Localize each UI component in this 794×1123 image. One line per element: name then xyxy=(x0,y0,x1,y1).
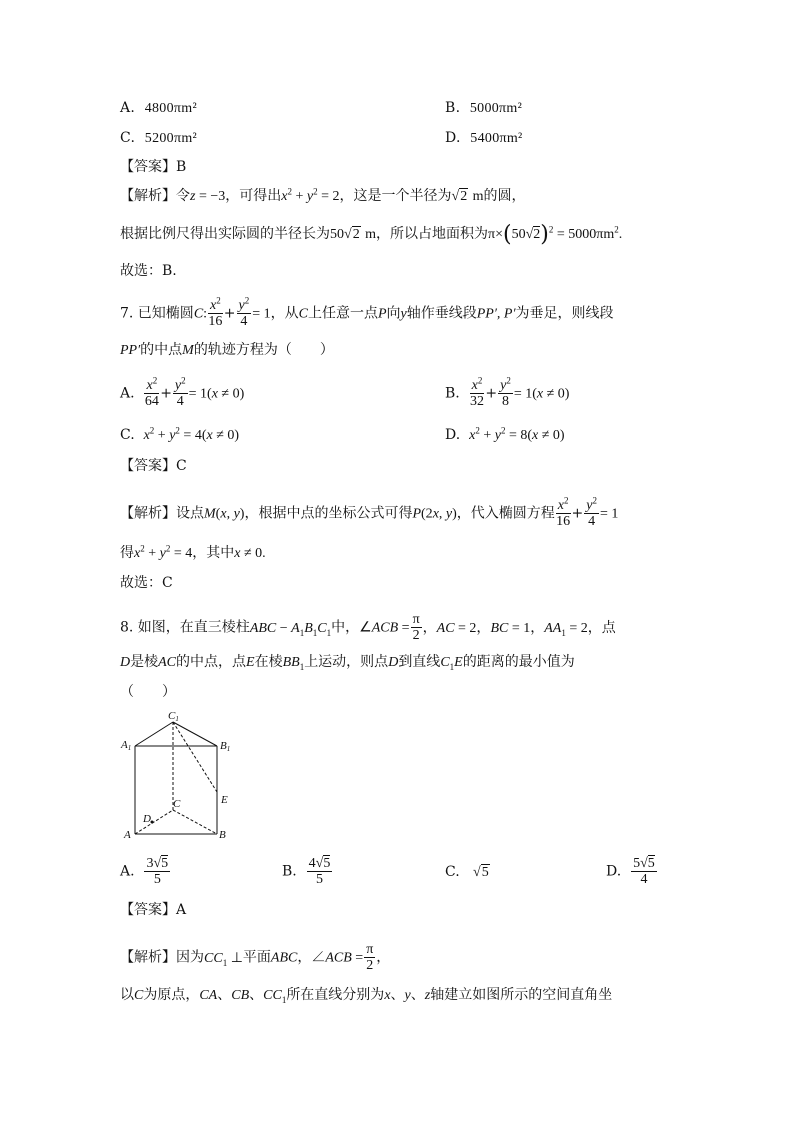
math-E: E xyxy=(246,655,255,670)
q7-option-d xyxy=(445,425,565,446)
text: 上运动，则点 xyxy=(304,654,389,670)
q8-analysis-line2 xyxy=(120,985,612,1006)
colon: : xyxy=(203,306,208,322)
option-label: C. xyxy=(120,427,135,443)
edge-a1-c1 xyxy=(135,722,173,746)
text: 为垂足，则线段 xyxy=(515,305,614,322)
label-a: A xyxy=(124,829,131,841)
q6-option-b xyxy=(445,98,522,119)
q7-option-a: A. $\frac{x^2}{64}$ + $\frac{y^2}{4}$ = 1(x ≠ 0) xyxy=(120,375,245,409)
text: ，所以占地面积为 xyxy=(376,226,489,242)
frac-pi-2: $\frac{\pi}{2}$ xyxy=(412,612,420,643)
frac: $\frac{y^2}{4}$ xyxy=(174,375,186,409)
eq-1: = 1 xyxy=(599,506,619,522)
math-prism: ABC − $A_1B_1C_1$ xyxy=(249,620,332,638)
math-D: D xyxy=(120,655,131,670)
option-label: A. xyxy=(120,100,136,116)
q8-option-b xyxy=(282,856,333,887)
text: 因为 xyxy=(176,949,204,966)
q7-analysis-line2 xyxy=(120,543,266,564)
text: 向 xyxy=(386,305,401,322)
text: 平面 xyxy=(242,949,271,966)
math-sqrt2: √2 xyxy=(451,189,468,204)
analysis-tag: 【解析】 xyxy=(120,188,176,204)
label-d: D xyxy=(143,813,151,825)
text: 到直线 xyxy=(398,654,441,670)
option-label: D. xyxy=(445,427,461,443)
math-y: y xyxy=(400,306,407,322)
option-label: D. xyxy=(606,863,622,880)
math-P: P xyxy=(377,306,387,322)
option-label: A. xyxy=(120,863,135,880)
q7-option-c xyxy=(120,425,239,446)
q6-option-a xyxy=(120,98,197,119)
segment-c1-e xyxy=(173,722,217,792)
text: 得 xyxy=(120,545,134,561)
frac-pi-2: $\frac{\pi}{2}$ xyxy=(366,942,374,973)
text: 8. 如图，在直三棱柱 xyxy=(120,619,250,636)
text: ，可得出 xyxy=(225,188,282,204)
text: ，从 xyxy=(270,305,299,322)
math-cond: $x^2 + y^2 = 4(x \ne 0)$ xyxy=(143,425,240,443)
label-c: C xyxy=(173,798,181,810)
frac-y2-4: $\frac{y^2}{4}$ xyxy=(238,295,250,329)
frac: $\frac{x^2}{16}$ xyxy=(556,495,571,529)
math-P: P(2x, y) xyxy=(412,506,457,522)
frac: $\frac{x^2}{32}$ xyxy=(470,375,485,409)
option-value: 5000πm² xyxy=(469,101,523,116)
q8-option-c xyxy=(445,862,490,883)
q6-analysis-line1 xyxy=(120,186,526,207)
text: 是棱 xyxy=(130,654,159,670)
option-label: D. xyxy=(445,130,461,146)
math-axes: x、y、z xyxy=(384,988,431,1003)
text: 7. 已知椭圆 xyxy=(120,305,194,322)
text: 的轨迹方程为（ ） xyxy=(193,342,334,358)
math-z: z = −3 xyxy=(190,189,226,204)
math-M: M(x, y) xyxy=(204,506,245,522)
text: 的圆， xyxy=(483,188,526,204)
text: 轴建立如图所示的空间直角坐 xyxy=(430,987,613,1003)
math-cond: = 1(x ≠ 0) xyxy=(513,386,570,402)
edge-c1-b1 xyxy=(173,722,217,746)
label-b: B xyxy=(219,829,226,841)
math-M: M xyxy=(182,343,194,358)
q6-analysis-line2 xyxy=(120,224,622,245)
frac: $\frac{y^2}{8}$ xyxy=(500,375,511,409)
math-D: D xyxy=(388,655,399,670)
option-label: B. xyxy=(445,100,461,116)
text: 上任意一点 xyxy=(307,305,378,322)
eq-1: = 1 xyxy=(252,306,271,322)
q7-option-b: B. $\frac{x^2}{32}$ + $\frac{y^2}{8}$ = 1(x ≠ 0) xyxy=(445,375,570,409)
frac-x2-16: $\frac{x^2}{16}$ xyxy=(208,295,223,329)
prism-figure xyxy=(118,706,248,844)
math-PP: PP′, P′ xyxy=(476,306,516,322)
option-value: 5200πm² xyxy=(144,131,198,146)
frac-5sqrt5-4: $\frac{5√5}{4}$ xyxy=(633,856,655,887)
math-lengths: ，AC = 2，BC = 1，$AA_1 = 2$，点 xyxy=(422,620,616,638)
frac: $\frac{x^2}{64}$ xyxy=(144,375,159,409)
frac: $\frac{y^2}{4}$ xyxy=(586,495,597,529)
text: 为原点， xyxy=(143,987,200,1003)
math-PP: PP′ xyxy=(120,343,141,358)
q6-answer: 【答案】B xyxy=(120,159,187,175)
q8-stem-line3: （ ） xyxy=(120,684,176,700)
q8-answer: 【答案】A xyxy=(120,902,187,918)
q8-stem-line2 xyxy=(120,652,575,673)
math-cond: $x^2 + y^2 = 8(x \ne 0)$ xyxy=(469,425,565,443)
math-radius: 50√2 xyxy=(330,227,360,242)
text: 的距离的最小值为 xyxy=(462,654,575,670)
text: 在棱 xyxy=(254,654,283,670)
math-circle: $x^2 + y^2 = 2$ xyxy=(281,186,340,204)
option-value: 5400πm² xyxy=(470,131,523,146)
option-label: B. xyxy=(282,863,297,880)
frac-3sqrt5-5: $\frac{3√5}{5}$ xyxy=(146,856,169,887)
math-angle: ∠ACB = xyxy=(359,620,410,636)
unit-m: m xyxy=(472,189,484,204)
math-C: C xyxy=(193,306,204,322)
math-cond: = 1(x ≠ 0) xyxy=(188,386,245,402)
text: 所在直线分别为 xyxy=(286,987,385,1003)
unit-m: m xyxy=(365,227,377,242)
math-result: $x^2 + y^2 = 4$ xyxy=(134,543,193,561)
math-area: $\pi\times(50√2)^2 = 5000\pi m^2$. xyxy=(488,222,623,247)
q8-analysis-line1: 【解析】因为$CC_1$ ⊥平面ABC，∠ACB = $\frac{\pi}{2}$ ， xyxy=(120,942,391,973)
option-label: C. xyxy=(120,130,136,146)
edge-a-c xyxy=(135,810,173,834)
text: ，其中 xyxy=(192,545,235,561)
text: 设点 xyxy=(176,505,204,522)
math-BB1: $BB_1$ xyxy=(282,655,305,672)
q7-conclusion: 故选：C xyxy=(120,575,173,591)
q7-analysis-line1: 【解析】设点M(x, y)，根据中点的坐标公式可得P(2x, y)，代入椭圆方程 $\frac{x^2}{16}$ + $\frac{y^2}{4}$ = 1 xyxy=(120,495,619,529)
frac-4sqrt5-5: $\frac{4√5}{5}$ xyxy=(308,856,331,887)
math-angle: ABC，∠ACB = xyxy=(270,950,364,966)
math-cc1: $CC_1$ ⊥ xyxy=(204,950,243,968)
q6-conclusion: 故选：B. xyxy=(120,263,177,279)
text: 根据比例尺得出实际圆的半径长为 xyxy=(120,226,330,242)
text: 的中点，点 xyxy=(176,654,247,670)
q8-option-d xyxy=(606,856,658,887)
q7-answer: 【答案】C xyxy=(120,458,187,474)
text: ，这是一个半径为 xyxy=(339,188,452,204)
analysis-tag: 【解析】 xyxy=(120,949,176,966)
math-sqrt5: √5 xyxy=(473,865,489,880)
math-cond: x ≠ 0. xyxy=(234,546,266,561)
q6-option-d xyxy=(445,128,523,149)
text: 令 xyxy=(176,188,190,204)
label-b1: B1 xyxy=(220,740,231,753)
text: ，根据中点的坐标公式可得 xyxy=(244,505,413,522)
math-C: C xyxy=(134,988,144,1003)
math-C1E: $C_1E$ xyxy=(440,655,463,672)
text: 的中点 xyxy=(140,342,183,358)
q8-stem-line1 xyxy=(120,612,616,643)
label-c1: C1 xyxy=(168,710,179,723)
q8-option-a xyxy=(120,856,171,887)
option-label: A. xyxy=(120,385,135,402)
option-label: B. xyxy=(445,385,460,402)
q7-stem-line1: 7. 已知椭圆C: $\frac{x^2}{16}$ + $\frac{y^2}{4}$ = 1，从C上任意一点P向y轴作垂线段PP′, P′为垂足，则线段 xyxy=(120,295,614,329)
text: 轴作垂线段 xyxy=(406,305,477,322)
text: ，代入椭圆方程 xyxy=(456,505,555,522)
text: 中， xyxy=(331,619,360,636)
q6-option-c xyxy=(120,128,197,149)
option-label: C. xyxy=(445,864,460,880)
math-axes-lines: CA、CB、$CC_1$ xyxy=(199,988,287,1005)
option-value: 4800πm² xyxy=(144,101,197,116)
analysis-tag: 【解析】 xyxy=(120,505,176,522)
edge-c-b xyxy=(173,810,217,834)
q7-stem-line2 xyxy=(120,340,334,361)
label-a1: A1 xyxy=(121,739,132,752)
label-e: E xyxy=(221,794,228,806)
text: 以 xyxy=(120,987,134,1003)
math-AC: AC xyxy=(158,655,177,670)
math-C: C xyxy=(298,306,308,322)
